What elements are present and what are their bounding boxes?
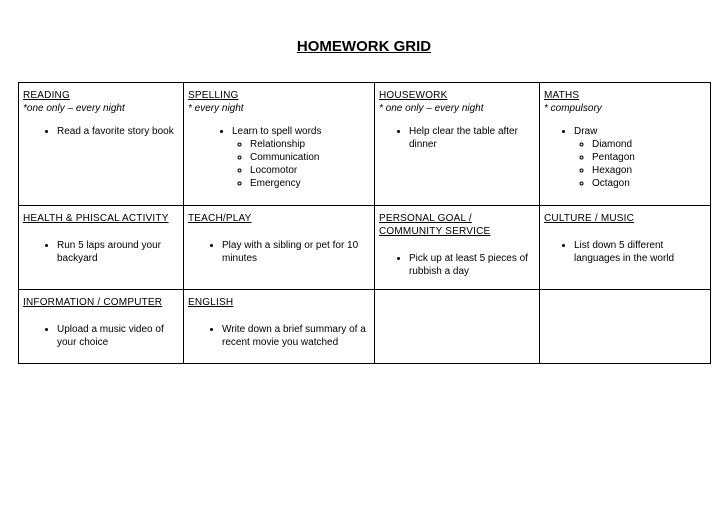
housework-list xyxy=(379,125,536,151)
maths-item-label: Draw xyxy=(574,126,598,137)
maths-heading: MATHS xyxy=(544,90,580,101)
maths-item xyxy=(574,125,707,190)
culture-cell xyxy=(540,206,711,290)
homework-grid xyxy=(18,82,711,364)
spelling-list xyxy=(188,125,371,190)
personal-heading-line2: COMMUNITY SERVICE xyxy=(379,226,491,237)
housework-note: * one only – every night xyxy=(379,103,484,114)
spelling-word: ◦ Relationship xyxy=(250,138,371,151)
spelling-word: ◦ Locomotor xyxy=(250,164,371,177)
info-cell xyxy=(19,290,184,364)
info-heading: INFORMATION / COMPUTER xyxy=(23,297,163,308)
maths-shape-list xyxy=(574,138,707,190)
english-heading: ENGLISH xyxy=(188,297,234,308)
spelling-word-list xyxy=(232,138,371,190)
reading-item: • Read a favorite story book xyxy=(57,125,180,138)
health-item: • Run 5 laps around your backyard xyxy=(57,239,180,265)
housework-cell xyxy=(375,83,540,206)
empty-cell xyxy=(540,290,711,364)
english-list xyxy=(188,323,371,349)
spelling-heading: SPELLING xyxy=(188,90,239,101)
personal-heading-line1: PERSONAL GOAL / xyxy=(379,213,472,224)
spelling-word: ◦ Emergency xyxy=(250,177,371,190)
health-heading: HEALTH & PHISCAL ACTIVITY xyxy=(23,213,169,224)
grid-row xyxy=(19,206,711,290)
reading-list xyxy=(23,125,180,138)
maths-shape: ◦ Hexagon xyxy=(592,164,707,177)
page-title: HOMEWORK GRID xyxy=(296,38,432,55)
culture-heading: CULTURE / MUSIC xyxy=(544,213,635,224)
personal-list xyxy=(379,252,536,278)
culture-item: • List down 5 different languages in the world xyxy=(574,239,707,265)
grid-row xyxy=(19,290,711,364)
maths-note: * compulsory xyxy=(544,103,602,114)
teach-cell xyxy=(184,206,375,290)
info-item: • Upload a music video of your choice xyxy=(57,323,180,349)
empty-cell xyxy=(375,290,540,364)
personal-cell xyxy=(375,206,540,290)
english-item: • Write down a brief summary of a recent movie you watched xyxy=(222,323,371,349)
grid-row xyxy=(19,83,711,206)
spelling-word: ◦ Communication xyxy=(250,151,371,164)
health-cell xyxy=(19,206,184,290)
teach-list xyxy=(188,239,371,265)
maths-shape: ◦ Diamond xyxy=(592,138,707,151)
maths-cell xyxy=(540,83,711,206)
housework-heading: HOUSEWORK xyxy=(379,90,448,101)
spelling-note: * every night xyxy=(188,103,244,114)
reading-cell xyxy=(19,83,184,206)
culture-list xyxy=(544,239,707,265)
reading-heading: READING xyxy=(23,90,70,101)
spelling-cell xyxy=(184,83,375,206)
maths-list xyxy=(544,125,707,190)
spelling-item xyxy=(232,125,371,190)
health-list xyxy=(23,239,180,265)
housework-item: • Help clear the table after dinner xyxy=(409,125,536,151)
reading-note: *one only – every night xyxy=(23,103,125,114)
maths-shape: ◦ Pentagon xyxy=(592,151,707,164)
info-list xyxy=(23,323,180,349)
teach-heading: TEACH/PLAY xyxy=(188,213,252,224)
spelling-item-label: Learn to spell words xyxy=(232,126,322,137)
english-cell xyxy=(184,290,375,364)
teach-item: • Play with a sibling or pet for 10 minutes xyxy=(222,239,371,265)
personal-item: • Pick up at least 5 pieces of rubbish a day xyxy=(409,252,536,278)
maths-shape: ◦ Octagon xyxy=(592,177,707,190)
